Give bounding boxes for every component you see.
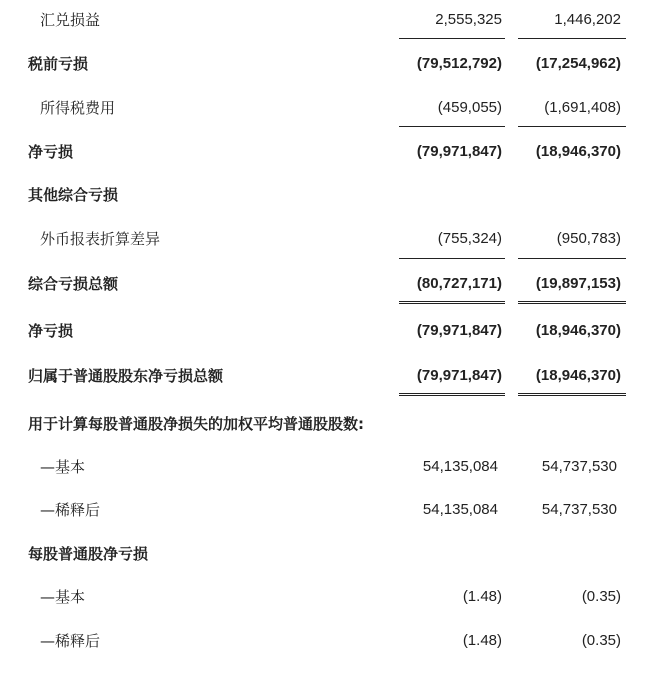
statement-row-lps-basic	[0, 586, 649, 608]
statement-row-loss-per-share-heading	[0, 543, 649, 565]
row-label: 净亏损	[28, 322, 74, 340]
section-heading: 用于计算每股普通股净损失的加权平均普通股股数:	[28, 415, 365, 433]
statement-row-total-comprehensive-loss	[0, 273, 649, 295]
value-prior-year: 54,737,530	[541, 458, 617, 475]
value-current-year: (80,727,171)	[416, 275, 502, 292]
value-current-year: 2,555,325	[435, 11, 502, 28]
row-label: —基本	[40, 588, 86, 606]
value-prior-year: (18,946,370)	[535, 143, 621, 160]
value-prior-year: (18,946,370)	[535, 367, 621, 384]
row-label: —基本	[40, 458, 86, 476]
row-label: 所得税费用	[40, 99, 116, 117]
row-label: 综合亏损总额	[28, 275, 119, 293]
value-prior-year: (1,691,408)	[544, 99, 621, 116]
statement-row-weighted-shares-heading	[0, 413, 649, 435]
value-prior-year: (0.35)	[581, 588, 621, 605]
row-label: 外币报表折算差异	[40, 230, 161, 248]
value-current-year: (79,971,847)	[416, 143, 502, 160]
statement-row-shares-diluted	[0, 499, 649, 521]
row-label: 归属于普通股股东净亏损总额	[28, 367, 224, 385]
statement-row-exchange-gain-loss	[0, 9, 649, 31]
value-current-year: (1.48)	[462, 632, 502, 649]
total-double-rule	[518, 393, 626, 396]
subtotal-rule	[518, 258, 626, 259]
row-label: 税前亏损	[28, 55, 89, 73]
total-double-rule	[399, 393, 505, 396]
row-label: 汇兑损益	[40, 11, 101, 29]
statement-row-shares-basic	[0, 456, 649, 478]
value-prior-year: (19,897,153)	[535, 275, 621, 292]
statement-row-fx-translation	[0, 228, 649, 250]
row-label: —稀释后	[40, 632, 101, 650]
value-current-year: 54,135,084	[422, 458, 498, 475]
statement-row-net-loss	[0, 141, 649, 163]
statement-row-net-loss-repeat	[0, 320, 649, 342]
statement-row-income-tax	[0, 97, 649, 119]
value-prior-year: (0.35)	[581, 632, 621, 649]
value-prior-year: (17,254,962)	[535, 55, 621, 72]
subtotal-rule	[399, 258, 505, 259]
subtotal-rule	[518, 38, 626, 39]
value-prior-year: 54,737,530	[541, 501, 617, 518]
value-current-year: (79,512,792)	[416, 55, 502, 72]
value-prior-year: 1,446,202	[554, 11, 621, 28]
value-current-year: (459,055)	[437, 99, 502, 116]
subtotal-rule	[399, 38, 505, 39]
section-heading: 其他综合亏损	[28, 186, 119, 204]
subtotal-rule	[399, 126, 505, 127]
statement-row-lps-diluted	[0, 630, 649, 652]
value-current-year: (1.48)	[462, 588, 502, 605]
total-double-rule	[399, 301, 505, 304]
row-label: —稀释后	[40, 501, 101, 519]
subtotal-rule	[518, 126, 626, 127]
value-current-year: (755,324)	[437, 230, 502, 247]
statement-row-loss-before-tax	[0, 53, 649, 75]
value-current-year: 54,135,084	[422, 501, 498, 518]
value-prior-year: (18,946,370)	[535, 322, 621, 339]
value-current-year: (79,971,847)	[416, 367, 502, 384]
section-heading: 每股普通股净亏损	[28, 545, 149, 563]
value-prior-year: (950,783)	[556, 230, 621, 247]
row-label: 净亏损	[28, 143, 74, 161]
total-double-rule	[518, 301, 626, 304]
statement-row-other-comprehensive-loss	[0, 184, 649, 206]
value-current-year: (79,971,847)	[416, 322, 502, 339]
statement-row-net-loss-attributable	[0, 365, 649, 387]
